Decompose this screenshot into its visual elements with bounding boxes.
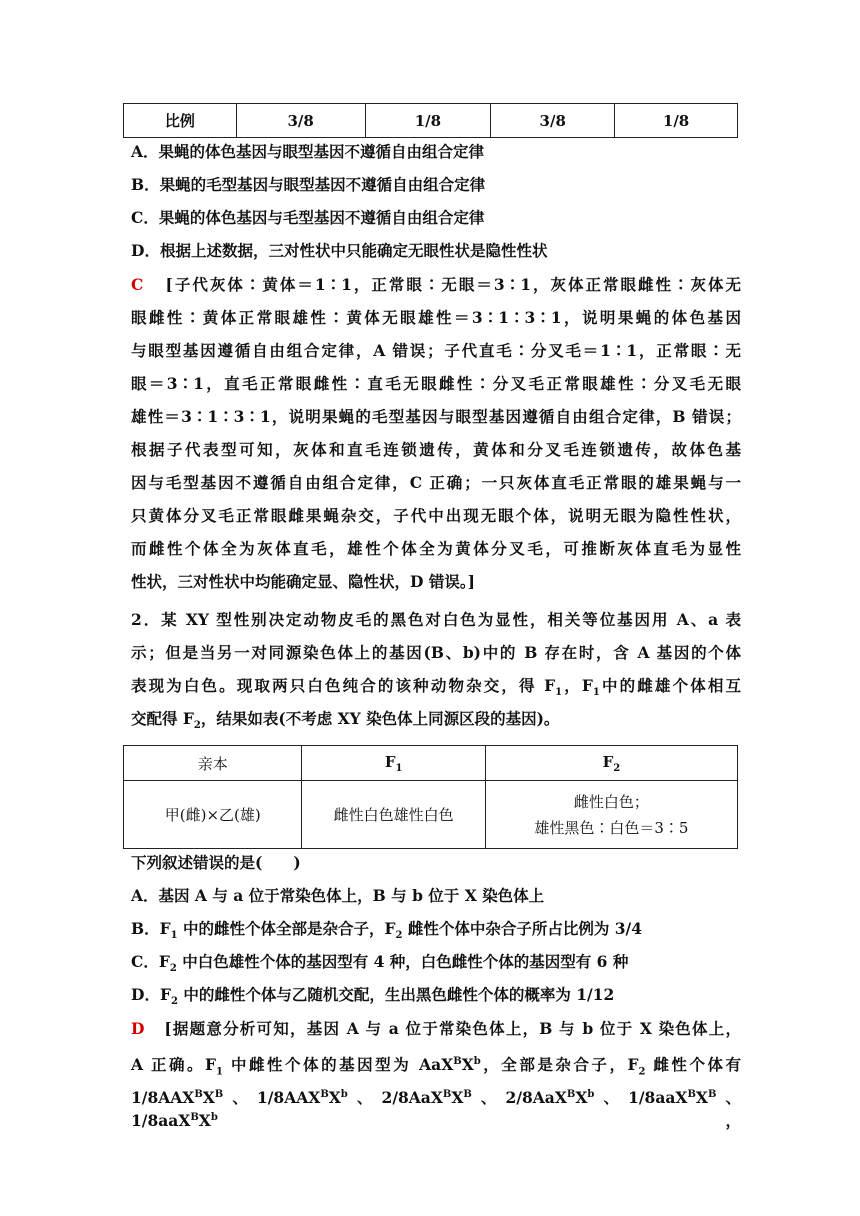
q1-explanation-line: C [子代灰体∶黄体＝1∶1，正常眼∶无眼＝3∶1，灰体正常眼雌性∶灰体无	[131, 275, 741, 294]
q2-stem-line: 示；但是当另一对同源染色体上的基因(B、b)中的 B 存在时，含 A 基因的个体	[131, 643, 741, 662]
q2-question: 下列叙述错误的是( )	[131, 853, 301, 872]
q2-option-b: B．$F_1$ 中的雌性个体全部是杂合子，$F_2$ 雌性个体中杂合子所占比例为 3/4	[131, 919, 642, 942]
table-cell-parent: 甲(雌)×乙(雄)	[124, 781, 302, 849]
table-row	[124, 104, 738, 138]
q2-option-a: A．基因 A 与 a 位于常染色体上，B 与 b 位于 X 染色体上	[131, 886, 545, 905]
q2-option-c: C．$F_2$ 中白色雄性个体的基因型有 4 种，白色雌性个体的基因型有 6 种	[131, 952, 629, 975]
table-cell: 3/8	[491, 104, 615, 138]
table-cell: 3/8	[236, 104, 365, 138]
table-header-f1: $F_1$	[302, 746, 485, 781]
q2-explanation-line: D [据题意分析可知，基因 A 与 a 位于常染色体上，B 与 b 位于 X 染色体上，	[131, 1019, 741, 1038]
table-cell: 1/8	[615, 104, 738, 138]
q2-stem-line: 表现为白色。现取两只白色纯合的该种动物杂交，得 $F_1$，$F_1$中的雌雄个体相互	[131, 676, 741, 699]
table-cell: 比例	[124, 104, 237, 138]
table-cell-f1: 雌性白色雄性白色	[302, 781, 485, 849]
q1-explanation-line: 性状，三对性状中均能确定显、隐性状，D 错误。]	[131, 572, 475, 591]
table-header-f2: $F_2$	[485, 746, 737, 781]
q2-stem-line: 交配得 $F_2$，结果如表(不考虑 XY 染色体上同源区段的基因)。	[131, 709, 560, 732]
table-cell: 1/8	[365, 104, 491, 138]
q2-stem-line: 2．某 XY 型性别决定动物皮毛的黑色对白色为显性，相关等位基因用 A、a 表	[131, 610, 741, 629]
table-cell-f2: 雌性白色； 雄性黑色∶白色＝3∶5	[485, 781, 737, 849]
q1-option-a: A．果蝇的体色基因与眼型基因不遵循自由组合定律	[131, 142, 485, 161]
q1-explanation-line: 雄性＝3∶1∶3∶1，说明果蝇的毛型基因与眼型基因遵循自由组合定律，B 错误；	[131, 407, 741, 426]
q1-explanation-line: 因与毛型基因不遵循自由组合定律，C 正确；一只灰体直毛正常眼的雄果蝇与一	[131, 473, 741, 492]
q1-option-c: C．果蝇的体色基因与毛型基因不遵循自由组合定律	[131, 208, 485, 227]
ratio-table	[123, 103, 738, 138]
q1-explanation-line: 根据子代表型可知，灰体和直毛连锁遗传，黄体和分叉毛连锁遗传，故体色基	[131, 440, 741, 459]
q1-option-d: D．根据上述数据，三对性状中只能确定无眼性状是隐性性状	[131, 241, 548, 260]
q1-answer: C	[131, 275, 144, 294]
q1-explanation-line: 只黄体分叉毛正常眼雌果蝇杂交，子代中出现无眼个体，说明无眼为隐性性状，	[131, 506, 741, 525]
cross-table	[123, 745, 738, 849]
q2-explanation-line: $1/8AAX^BX^B$、$1/8AAX^BX^b$、$2/8AaX^BX^B$、$2/8AaX^BX^b$、$1/8aaX^BX^B$、$1/8aaX^BX^b$，	[131, 1088, 742, 1131]
q2-option-d: D．$F_2$ 中的雌性个体与乙随机交配，生出黑色雌性个体的概率为 1/12	[131, 985, 615, 1008]
q2-explanation-line: A 正确。$F_1$ 中雌性个体的基因型为 $AaX^BX^b$，全部是杂合子，$F_2$ 雌性个体有	[131, 1055, 742, 1078]
q1-explanation-line: 与眼型基因遵循自由组合定律，A 错误；子代直毛∶分叉毛＝1∶1，正常眼∶无	[131, 341, 741, 360]
q1-explanation-line: 而雌性个体全为灰体直毛，雄性个体全为黄体分叉毛，可推断灰体直毛为显性	[131, 539, 741, 558]
q1-explanation-line: 眼雌性∶黄体正常眼雄性∶黄体无眼雄性＝3∶1∶3∶1，说明果蝇的体色基因	[131, 308, 741, 327]
q1-option-b: B．果蝇的毛型基因与眼型基因不遵循自由组合定律	[131, 175, 486, 194]
table-header-parent: 亲本	[124, 746, 302, 781]
q1-explanation-line: 眼＝3∶1，直毛正常眼雌性∶直毛无眼雌性∶分叉毛正常眼雄性∶分叉毛无眼	[131, 374, 741, 393]
q2-answer: D	[131, 1019, 145, 1038]
table-row	[124, 746, 738, 781]
table-row	[124, 781, 738, 849]
